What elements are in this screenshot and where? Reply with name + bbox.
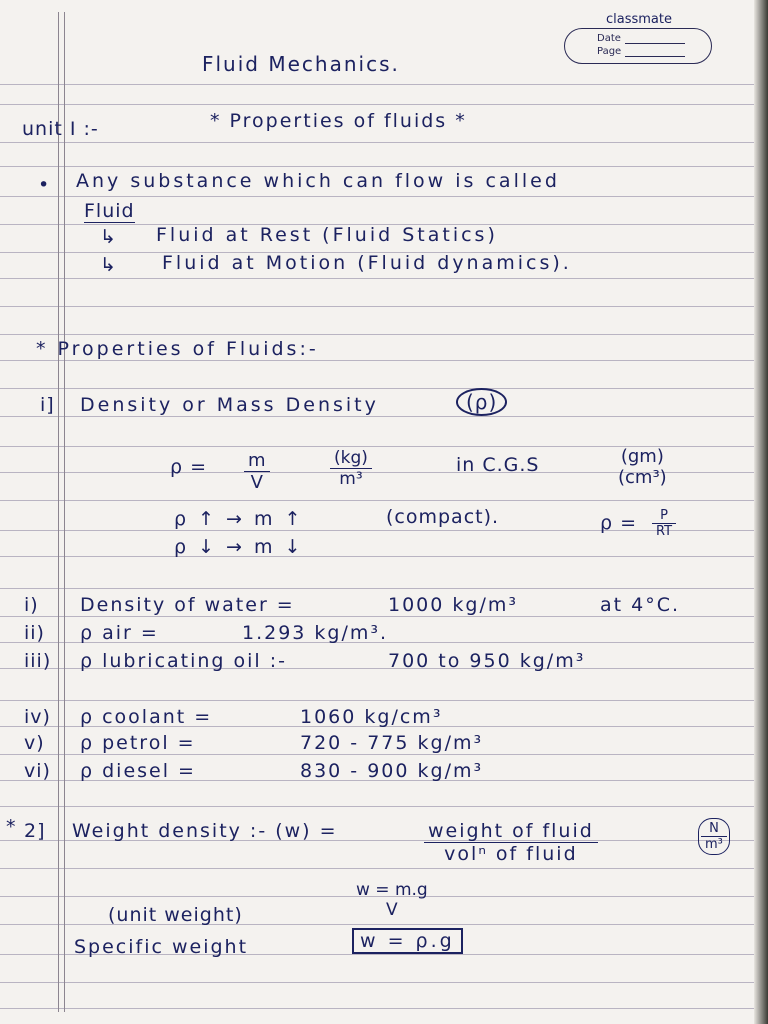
star-icon: * [6, 816, 17, 838]
w-eq: w = m.g [356, 880, 428, 900]
brand-logo: classmate [606, 12, 672, 27]
w-equation [352, 880, 432, 920]
page-label: Page [597, 46, 622, 57]
compact-note: (compact). [386, 506, 500, 528]
density-formula-lhs: ρ = [170, 456, 208, 478]
density-relation-1: ρ ↑ → m ↑ [174, 508, 304, 530]
weight-density-title: Weight density :- (w) = [72, 820, 338, 842]
specific-weight-label: Specific weight [74, 936, 249, 958]
weight-density-fraction [424, 820, 598, 865]
ruled-line [0, 104, 768, 105]
cgs-unit [614, 446, 671, 488]
ruled-line [0, 388, 768, 389]
date-page-box [564, 28, 712, 64]
intro-sub2: Fluid at Motion (Fluid dynamics). [162, 252, 572, 274]
bullet: • [38, 174, 51, 196]
value-label: ρ petrol = [80, 732, 196, 754]
page-title: Fluid Mechanics. [202, 52, 400, 76]
intro-line1: Any substance which can flow is called [76, 170, 560, 192]
value-label: ρ coolant = [80, 706, 213, 728]
item-number: i] [40, 394, 55, 416]
page-edge [754, 0, 768, 1024]
volume-of-fluid: volⁿ of fluid [444, 843, 578, 865]
value-amount: 1000 kg/m³ [388, 594, 518, 616]
ruled-line [0, 806, 768, 807]
si-unit [330, 448, 372, 489]
w-eq-den: V [386, 900, 398, 920]
mass-over-volume [244, 450, 270, 493]
ruled-line [0, 616, 768, 617]
unit-n: N [701, 821, 727, 837]
value-amount: 700 to 950 kg/m³ [388, 650, 586, 672]
gas-density [652, 508, 676, 539]
unit-weight-alias: (unit weight) [108, 904, 243, 926]
unit-heading: * Properties of fluids * [210, 110, 467, 132]
volume: V [250, 472, 263, 493]
value-number: iii) [24, 650, 52, 672]
intro-line2: Fluid [84, 200, 135, 222]
value-number: ii) [24, 622, 45, 644]
cgs-unit-den: (cm³) [618, 467, 667, 488]
ruled-line [0, 700, 768, 701]
ruled-line [0, 982, 768, 983]
weight-of-fluid: weight of fluid [424, 820, 598, 843]
ruled-line [0, 416, 768, 417]
si-unit-num: (kg) [330, 448, 372, 469]
ruled-line [0, 84, 768, 85]
density-title: Density or Mass Density [80, 394, 379, 416]
ruled-line [0, 754, 768, 755]
value-amount: 830 - 900 kg/m³ [300, 760, 484, 782]
ruled-line [0, 334, 768, 335]
value-amount: 720 - 775 kg/m³ [300, 732, 484, 754]
intro-sub1: Fluid at Rest (Fluid Statics) [156, 224, 498, 246]
r-times-t: RT [656, 524, 673, 539]
si-unit-den: m³ [339, 469, 363, 489]
margin-line [64, 12, 65, 1012]
ruled-line [0, 868, 768, 869]
ruled-line [0, 500, 768, 501]
gas-formula-lhs: ρ = [600, 512, 638, 534]
ruled-line [0, 166, 768, 167]
properties-heading: * Properties of Fluids:- [36, 338, 319, 360]
unit-label: unit I :- [22, 118, 99, 140]
date-label: Date [597, 33, 621, 44]
mass: m [244, 450, 270, 472]
ruled-line [0, 1008, 768, 1009]
density-symbol: (ρ) [456, 388, 507, 416]
value-amount: 1060 kg/cm³ [300, 706, 443, 728]
value-note: at 4°C. [600, 594, 681, 616]
item-number: 2] [24, 820, 46, 842]
unit-m3: m³ [705, 837, 723, 852]
value-number: vi) [24, 760, 51, 782]
cgs-label: in C.G.S [456, 454, 540, 476]
pressure: P [652, 508, 676, 524]
ruled-line [0, 556, 768, 557]
value-label: ρ diesel = [80, 760, 196, 782]
ruled-line [0, 142, 768, 143]
ruled-line [0, 278, 768, 279]
value-label: ρ air = [80, 622, 159, 644]
cgs-unit-num: (gm) [620, 446, 664, 467]
ruled-line [0, 196, 768, 197]
ruled-line [0, 360, 768, 361]
value-label: ρ lubricating oil :- [80, 650, 288, 672]
arrow-icon: ↳ [100, 254, 117, 276]
value-number: i) [24, 594, 39, 616]
margin-line [58, 12, 59, 1012]
weight-density-unit [698, 818, 730, 855]
ruled-line [0, 306, 768, 307]
density-relation-2: ρ ↓ → m ↓ [174, 536, 304, 558]
value-number: v) [24, 732, 45, 754]
value-label: Density of water = [80, 594, 295, 616]
value-amount: 1.293 kg/m³. [242, 622, 389, 644]
value-number: iv) [24, 706, 51, 728]
specific-weight-formula: w = ρ.g [352, 928, 463, 954]
ruled-line [0, 588, 768, 589]
arrow-icon: ↳ [100, 226, 117, 248]
